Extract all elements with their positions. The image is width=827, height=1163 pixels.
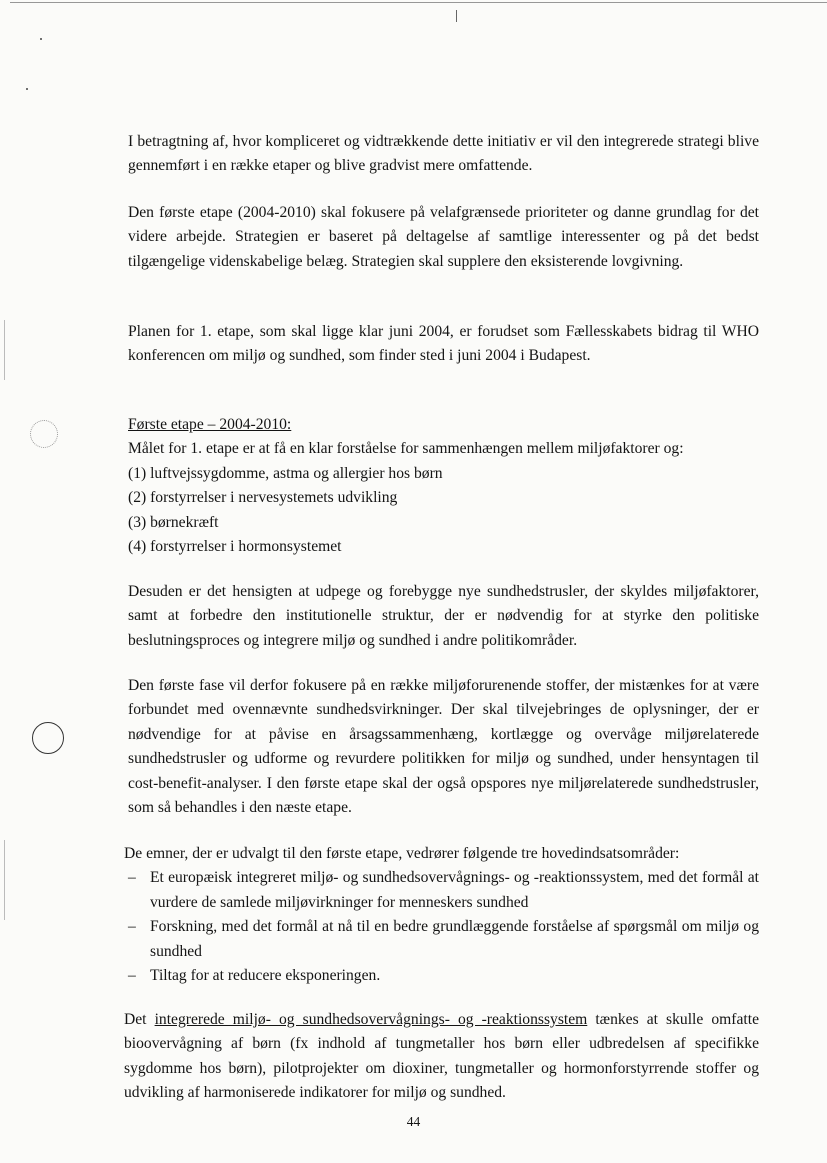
paragraph-3 [128,320,759,369]
paragraph-1-text: I betragtning af, hvor kompliceret og vidtrækkende dette initiativ er vil den integrerede strategi blive gennemført i en række etaper og blive gradvist mere omfattende. [128,133,759,175]
first-stage-item: (4) forstyrrelser i hormonsystemet [128,538,342,556]
punch-hole [32,722,64,754]
focus-areas-intro: De emner, der er udvalgt til den første etape, vedrører følgende tre hovedindsatsområder: [124,845,680,862]
scan-speck [26,88,28,90]
scan-mark [456,10,457,22]
paragraph-1 [128,130,759,179]
first-stage-intro: Målet for 1. etape er at få en klar forståelse for sammenhængen mellem miljøfaktorer og: [128,440,684,458]
paragraph-6-before: Det [124,1011,155,1028]
focus-area-item [128,964,759,988]
paragraph-6-after: tænkes at skulle omfatte bioovervågning af børn (fx indhold af tungmetaller hos børn eller udbredelsen af specifikke sygdomme hos børn), pilotprojekter om dioxiner, tungmetaller og hormonforstyrrende stoffer og udvikling af harmoniserede indikatorer for miljø og sundhed. [124,1011,759,1102]
paragraph-4 [128,580,759,653]
paragraph-5 [128,674,759,820]
paragraph-4-text: Desuden er det hensigten at udpege og forebygge nye sundhedstrusler, der skyldes miljøfaktorer, samt at forbedre den institutionelle struktur, der er nødvendig for at styrke den politiske beslutningsproces og integrere miljø og sundhed i andre politikområder. [128,583,759,649]
scan-top-edge [10,2,827,3]
scan-speck [40,38,42,40]
paragraph-6 [124,1008,759,1106]
first-stage-heading: Første etape – 2004-2010: [128,416,292,433]
scan-edge-mark [4,320,5,380]
paragraph-5-text: Den første fase vil derfor fokusere på en række miljøforurenende stoffer, der mistænkes for at være forbundet med ovennævnte sundhedsvirkninger. Der skal tilvejebringes de oplysninger, der er nødvendige for at påvise en årsagssammenhæng, kortlægge og overvåge miljørelaterede sundhedstrusler og udforme og revurdere politikken for miljø og sundhed, under hensyntagen til cost-benefit-analyser. I den første etape skal der også opspores nye miljørelaterede sundhedstrusler, som så behandles i den næste etape. [128,677,759,817]
page-number: 44 [406,1114,421,1129]
paragraph-2 [128,201,759,274]
punch-hole-faint [30,420,58,448]
paragraph-6-text [124,1008,759,1106]
first-stage-item: (2) forstyrrelser i nervesystemets udvikling [128,489,398,507]
first-stage-item: (1) luftvejssygdomme, astma og allergier hos børn [128,464,443,482]
paragraph-6-underlined: integrerede miljø- og sundhedsovervågnings- og -reaktionssystem [154,1011,588,1028]
first-stage-section [128,413,759,559]
paragraph-3-text: Planen for 1. etape, som skal ligge klar juni 2004, er forudset som Fællesskabets bidrag til WHO konferencen om miljø og sundhed, som finder sted i juni 2004 i Budapest. [128,323,759,365]
dash-bullet: – [128,918,136,936]
focus-area-text: Forskning, med det formål at nå til en bedre grundlæggende forståelse af spørgsmål om miljø og sundhed [150,918,759,960]
focus-area-text: Tiltag for at reducere eksponeringen. [150,967,381,985]
focus-area-text: Et europæisk integreret miljø- og sundhedsovervågnings- og -reaktionssystem, med det formål at vurdere de samlede miljøvirkninger for menneskers sundhed [150,869,759,911]
first-stage-item: (3) børnekræft [128,513,219,531]
dash-bullet: – [128,967,136,985]
focus-area-item [128,866,759,915]
scan-edge-mark [4,840,5,920]
paragraph-2-text: Den første etape (2004-2010) skal fokusere på velafgrænsede prioriteter og danne grundlag for det videre arbejde. Strategien er baseret på deltagelse af samtlige interessenter og på det bedst tilgængelige videnskabelige belæg. Strategien skal supplere den eksisterende lovgivning. [128,204,759,270]
focus-area-item [128,915,759,964]
focus-areas-section [124,842,759,988]
dash-bullet: – [128,869,136,887]
